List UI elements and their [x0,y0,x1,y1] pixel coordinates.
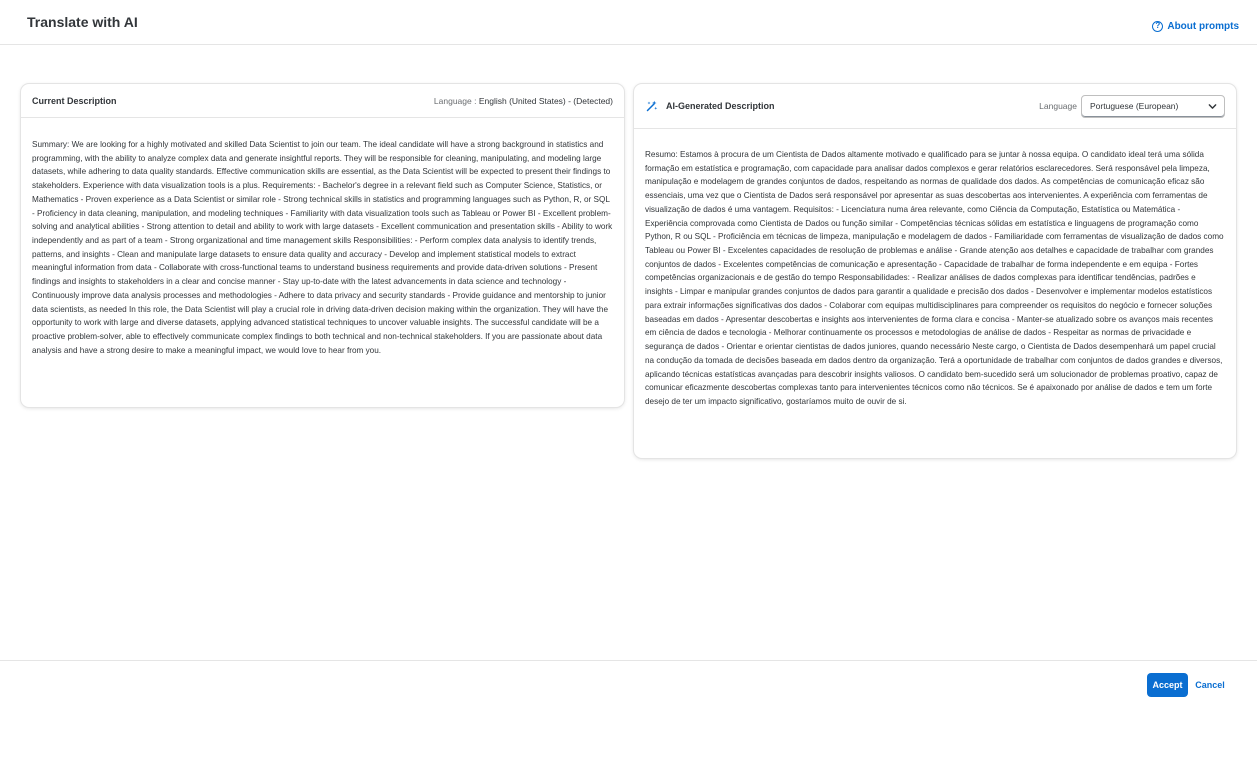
about-prompts-link[interactable] [1152,21,1239,32]
accept-button[interactable]: Accept [1147,673,1188,697]
language-selector-group [1039,95,1225,118]
ai-generated-description-text: Resumo: Estamos à procura de um Cientista de Dados altamente motivado e qualificado para se juntar à nossa equipa. O candidato ideal terá uma sólida formação em estatística e programação, com capacidade para analisar dados complexos e gerar relatórios esclarecedores. Será responsável pela limpeza, manipulação e modelagem de grandes conjuntos de dados, respeitando as normas de qualidade dos dados. As competências de comunicação eficaz são essenciais, uma vez que o Cientista de Dados será responsável por apresentar as suas descobertas aos intervenientes. A experiência com ferramentas de visualização de dados é uma vantagem. Requisitos: - Licenciatura numa área relevante, como Ciência da Computação, Estatística ou Matemática - Experiência comprovada como Cientista de Dados ou função similar - Competências técnicas sólidas em estatística e linguagens de programação como Python, R ou SQL - Proficiência em técnicas de limpeza, manipulação e modelagem de dados - Familiaridade com ferramentas de visualização de dados como Tableau ou Power BI - Excelentes capacidades de resolução de problemas e análise - Grande atenção aos detalhes e capacidade de trabalhar com grandes conjuntos de dados - Excelentes competências de comunicação e apresentação - Capacidade de trabalhar de forma independente e em equipa - Fortes competências organizacionais e de gestão do tempo Responsabilidades: - Realizar análises de dados complexas para identificar tendências, padrões e insights - Limpar e manipular grandes conjuntos de dados para garantir a qualidade e precisão dos dados - Desenvolver e implementar modelos estatísticos para extrair informações significativas dos dados - Colaborar com equipas multidisciplinares para compreender os requisitos do negócio e fornecer soluções baseadas em dados - Apresentar descobertas e insights aos intervenientes de forma clara e concisa - Manter-se atualizado sobre os avanços mais recentes em ciência de dados e tecnologia - Melhorar continuamente os processos e metodologias de análise de dados - Respeitar as normas de privacidade e segurança de dados - Orientar e orientar cientistas de dados juniores, quando necessário Neste cargo, o Cientista de Dados desempenhará um papel crucial na condução da tomada de decisões baseada em dados dentro da organização. Terá a oportunidade de trabalhar com conjuntos de dados grandes e diversos, aplicando técnicas estatísticas avançadas para descobrir insights valiosos. O candidato bem-sucedido será um solucionador de problemas proativo, capaz de comunicar eficazmente descobertas complexas tanto para intervenientes técnicos como não técnicos. Se é apaixonado por análise de dados e tem um forte desejo de ter um impacto significativo, gostaríamos muito de ouvir de si. [645,150,1224,406]
language-value: English (United States) - (Detected) [478,95,613,106]
dialog-header [0,0,1257,45]
current-description-card [21,84,624,407]
cancel-button[interactable]: Cancel [1192,673,1228,697]
ai-generated-description-card [634,84,1236,458]
dialog-title: Translate with AI [27,14,138,30]
current-description-text: Summary: We are looking for a highly motivated and skilled Data Scientist to join our team. The ideal candidate will have a strong background in statistics and programming, with the ability to analyze complex data and generate insightful reports. They will be responsible for cleaning, manipulating, and modeling large datasets, while adhering to data quality standards. Effective communication skills are essential, as the Data Scientist will be expected to present their findings to stakeholders. Experience with data visualization tools is a plus. Requirements: - Bachelor's degree in a relevant field such as Computer Science, Statistics, or Mathematics - Proven experience as a Data Scientist or similar role - Strong technical skills in statistics and programming languages such as Python, R, or SQL - Proficiency in data cleaning, manipulation, and modeling techniques - Familiarity with data visualization tools such as Tableau or Power BI - Excellent problem-solving and analytical abilities - Strong attention to detail and ability to work with large datasets - Excellent communication and presentation skills - Ability to work independently and as part of a team - Strong organizational and time management skills Responsibilities: - Perform complex data analysis to identify trends, patterns, and insights - Clean and manipulate large datasets to ensure data quality and accuracy - Develop and implement statistical models to extract meaningful information from data - Collaborate with cross-functional teams to understand business requirements and provide data-driven solutions - Present findings and insights to stakeholders in a clear and concise manner - Stay up-to-date with the latest advancements in data science and technology - Continuously improve data analysis processes and methodologies - Adhere to data privacy and security standards - Provide guidance and mentorship to junior data scientists, as needed In this role, the Data Scientist will play a crucial role in driving data-driven decision making within the organization. They will have the opportunity to work with large and diverse datasets, applying advanced statistical techniques to uncover valuable insights. The successful candidate will be a proactive problem-solver, able to effectively communicate complex findings to both technical and non-technical stakeholders. If you are passionate about data analysis and have a strong desire to make a meaningful impact, we would love to hear from you. [32,140,613,355]
ai-generated-title-group [646,100,775,112]
dialog-footer [0,660,1257,765]
target-language-label: Language [1039,101,1077,111]
ai-magic-icon [646,100,658,112]
target-language-value: Portuguese (European) [1090,101,1179,111]
current-description-header [21,84,624,118]
ai-generated-description-header [634,84,1236,129]
target-language-select[interactable] [1081,95,1225,118]
language-label: Language : [433,95,477,106]
current-description-title: Current Description [32,95,117,106]
detected-language [434,96,613,106]
question-icon: ? [1152,21,1163,32]
chevron-down-icon [1208,102,1217,111]
ai-generated-title: AI-Generated Description [666,101,775,111]
about-prompts-label: About prompts [1167,20,1239,32]
